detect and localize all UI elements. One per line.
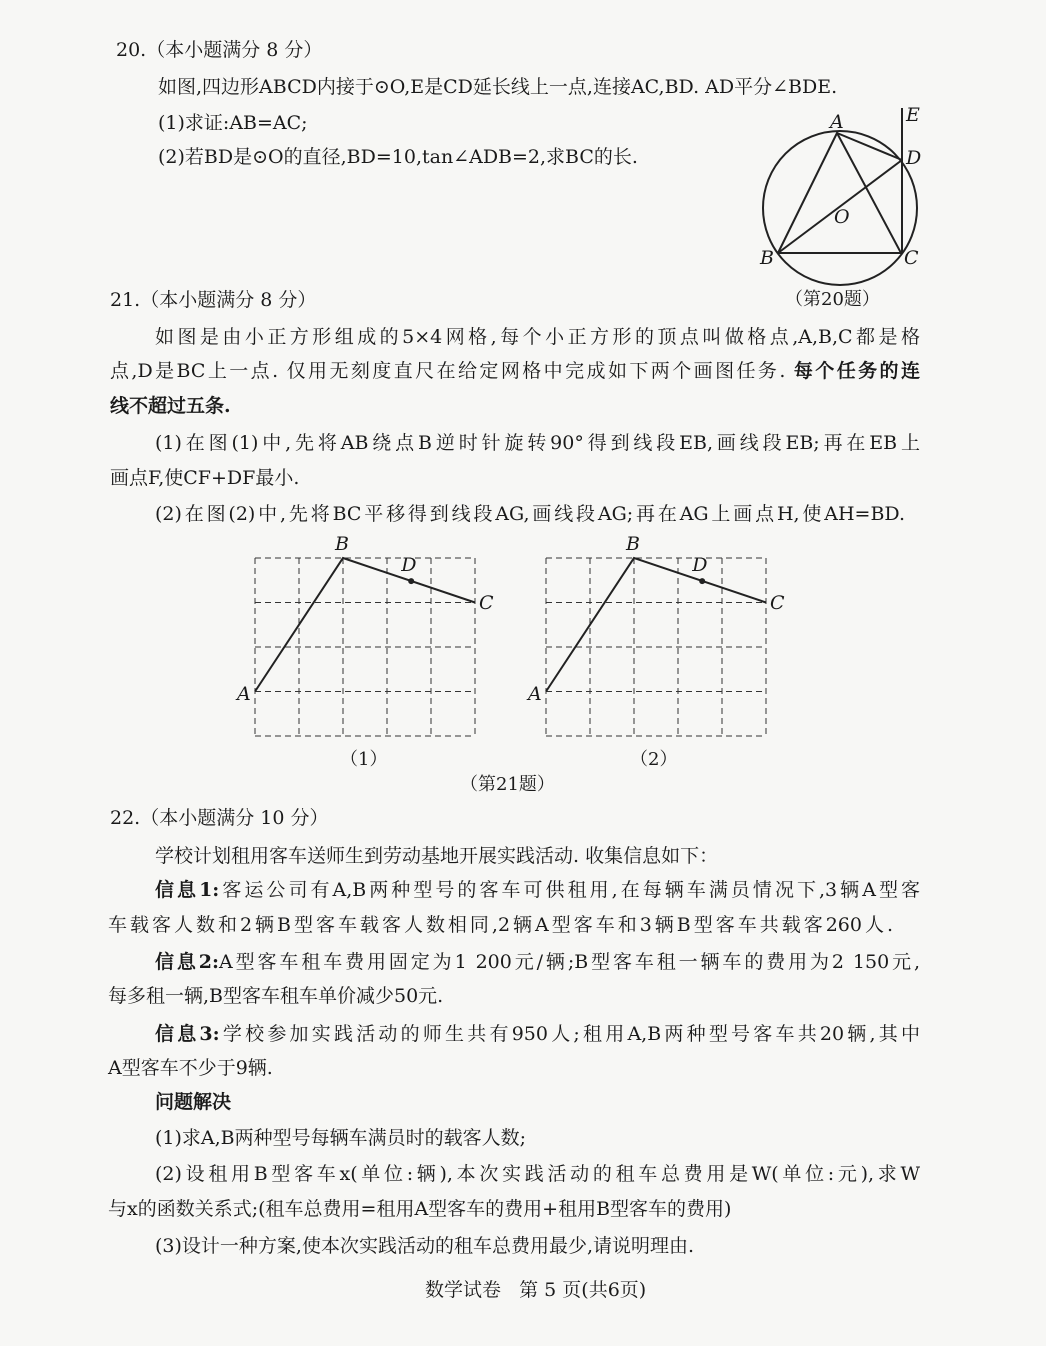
info2-text: A型客车租车费用固定为1 200元/辆;B型客车租一辆车的费用为2 150元, xyxy=(219,951,920,973)
q21-grids xyxy=(255,558,766,736)
q22-part3: (3)设计一种方案,使本次实践活动的租车总费用最少,请说明理由. xyxy=(155,1235,695,1257)
grid-label-a: A xyxy=(237,682,251,705)
fig1-label: （1） xyxy=(340,749,388,770)
q22-part2-cont: 与x的函数关系式;(租车总费用=租用A型客车的费用+租用B型客车的费用) xyxy=(108,1198,732,1220)
q22-info1-cont: 车载客人数和2辆B型客车载客人数相同,2辆A型客车和3辆B型客车共载客260人. xyxy=(108,914,893,936)
point-d xyxy=(699,578,705,584)
q21-stem-3: 线不超过五条. xyxy=(110,395,231,417)
q20-part2: (2)若BD是⊙O的直径,BD=10,tan∠ADB=2,求BC的长. xyxy=(158,146,638,168)
q20-stem: 如图,四边形ABCD内接于⊙O,E是CD延长线上一点,连接AC,BD. AD平分∠BDE. xyxy=(158,76,838,98)
q22-info1 xyxy=(155,878,920,902)
label-b: B xyxy=(760,247,774,269)
grid-label-b: B xyxy=(626,533,640,555)
q21-stem-1: 如图是由小正方形组成的5×4网格,每个小正方形的顶点叫做格点,A,B,C都是格 xyxy=(155,326,920,348)
point-d xyxy=(408,578,414,584)
info1-text: 客运公司有A,B两种型号的客车可供租用,在每辆车满员情况下,3辆A型客 xyxy=(219,879,920,901)
info3-text: 学校参加实践活动的师生共有950人;租用A,B两种型号客车共20辆,其中 xyxy=(219,1023,921,1045)
q21-stem-2-text: 点,D是BC上一点. 仅用无刻度直尺在给定网格中完成如下两个画图任务. xyxy=(110,360,794,382)
grid-label-c: C xyxy=(770,591,785,614)
q22-intro: 学校计划租用客车送师生到劳动基地开展实践活动. 收集信息如下： xyxy=(155,845,719,867)
q22-part2: (2)设租用B型客车x(单位:辆),本次实践活动的租车总费用是W(单位:元),求W xyxy=(155,1163,920,1185)
q22-info2 xyxy=(155,950,920,974)
q21-task1-cont: 画点F,使CF+DF最小. xyxy=(110,467,300,489)
q22-info3 xyxy=(155,1022,920,1046)
q22-info3-cont: A型客车不少于9辆. xyxy=(108,1057,273,1079)
q22-info2-cont: 每多租一辆,B型客车租车单价减少50元. xyxy=(108,985,444,1007)
grid-label-c: C xyxy=(479,591,494,614)
page-footer: 数学试卷 第 5 页(共6页) xyxy=(425,1279,647,1301)
q21-header: 21.（本小题满分 8 分） xyxy=(110,289,317,311)
grid-label-b: B xyxy=(335,533,349,555)
q21-stem-2 xyxy=(110,359,920,383)
q21-task2: (2)在图(2)中,先将BC平移得到线段AG,画线段AG;再在AG上画点H,使AH=BD. xyxy=(155,503,905,525)
q21-caption: （第21题） xyxy=(460,774,555,795)
q20-caption: （第20题） xyxy=(785,289,880,310)
q21-task1: (1)在图(1)中,先将AB绕点B逆时针旋转90°得到线段EB,画线段EB;再在EB上 xyxy=(155,432,920,454)
q20-part1: (1)求证:AB=AC; xyxy=(158,112,308,134)
q22-header: 22.（本小题满分 10 分） xyxy=(110,807,329,829)
label-o: O xyxy=(834,206,850,228)
q22-solve-title: 问题解决 xyxy=(155,1091,232,1113)
grid-label-d: D xyxy=(401,554,417,577)
fig2-label: （2） xyxy=(630,749,678,770)
q22-part1: (1)求A,B两种型号每辆车满员时的载客人数; xyxy=(155,1127,527,1149)
q21-stem-2-bold: 每个任务的连 xyxy=(793,360,920,382)
label-a: A xyxy=(830,111,844,133)
q20-header: 20.（本小题满分 8 分） xyxy=(116,39,323,61)
info1-label: 信息1: xyxy=(155,879,220,901)
segments-ab-bc xyxy=(546,558,766,692)
info3-label: 信息3: xyxy=(155,1023,220,1045)
info2-label: 信息2: xyxy=(155,951,220,973)
grid-label-d: D xyxy=(692,554,708,577)
segments-ab-bc xyxy=(255,558,475,692)
label-c: C xyxy=(904,247,919,269)
label-d: D xyxy=(906,147,922,169)
grid-label-a: A xyxy=(528,682,542,705)
label-e: E xyxy=(906,104,920,126)
q20-figure xyxy=(763,108,917,285)
